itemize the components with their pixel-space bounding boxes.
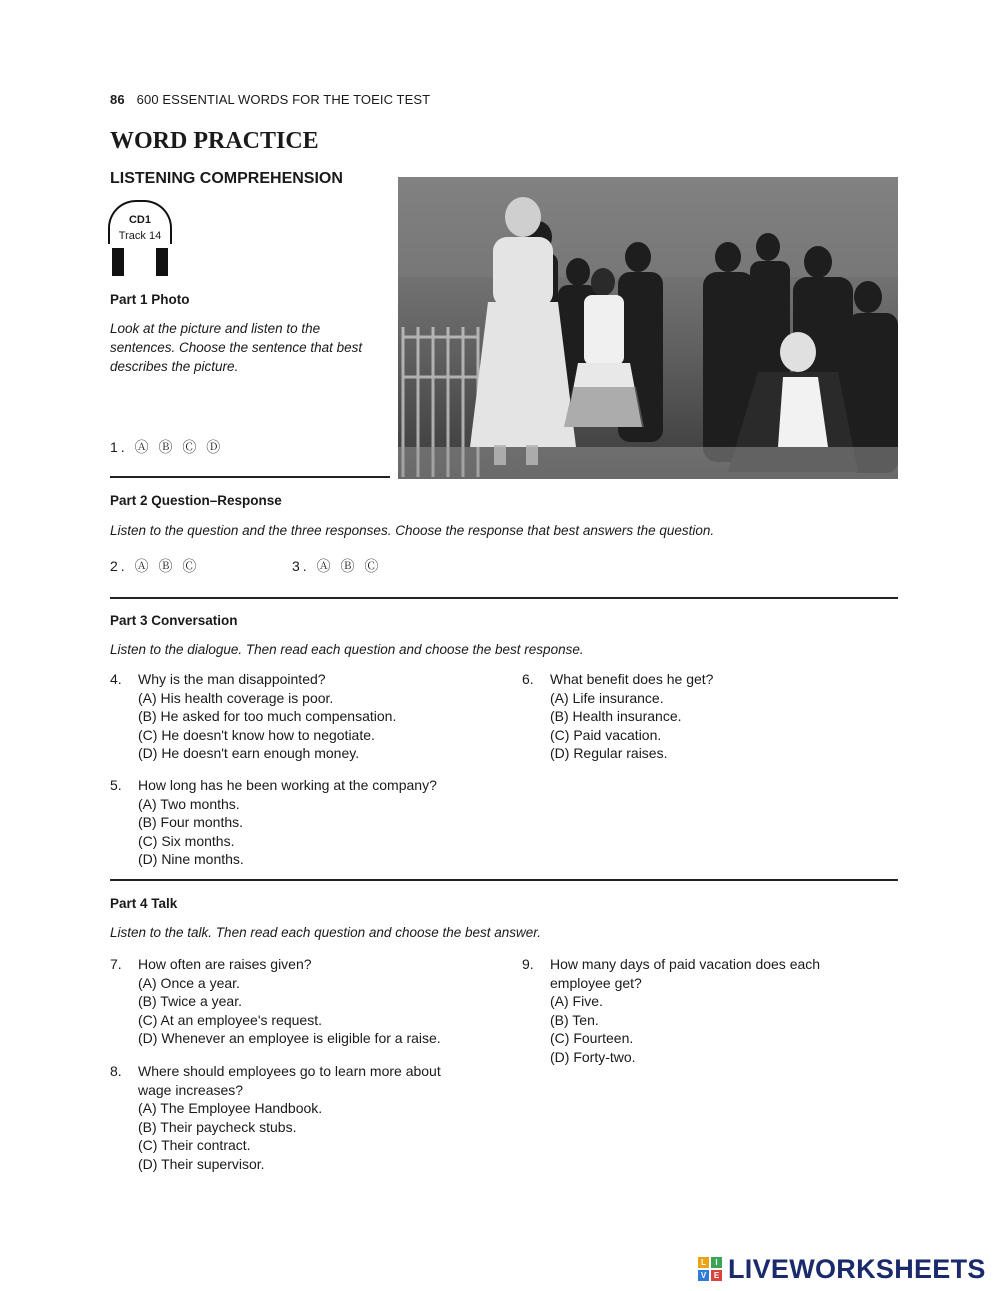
part3-instructions: Listen to the dialogue. Then read each question and choose the best response. <box>110 642 584 657</box>
option-a[interactable]: (A) Once a year. <box>138 974 240 991</box>
cd-label: CD1 <box>128 214 151 226</box>
question-number: 4. <box>110 671 122 687</box>
headphones-icon <box>108 200 176 280</box>
page-title: WORD PRACTICE <box>110 128 319 154</box>
option-b[interactable]: (B) Four months. <box>138 814 244 830</box>
question-number: 9. <box>522 956 534 972</box>
part2-instructions: Listen to the question and the three responses. Choose the response that best answers the question. <box>110 523 715 538</box>
option-c[interactable]: (C) Paid vacation. <box>550 726 662 743</box>
question-8 <box>110 1062 510 1173</box>
question-number: 8. <box>110 1063 122 1079</box>
question-6 <box>522 670 892 763</box>
option-b[interactable]: (B) He asked for too much compensation. <box>138 708 397 724</box>
option-d[interactable]: (D) He doesn't earn enough money. <box>138 745 360 761</box>
question-text: How many days of paid vacation does each <box>550 956 821 972</box>
option-b[interactable]: (B) Twice a year. <box>138 993 243 1009</box>
option-d[interactable]: (D) Whenever an employee is eligible for a raise. <box>138 1030 441 1046</box>
option-c[interactable]: (C) He doesn't know how to negotiate. <box>138 726 375 743</box>
book-title: 600 ESSENTIAL WORDS FOR THE TOEIC TEST <box>136 92 431 107</box>
question-text: What benefit does he get? <box>550 671 714 687</box>
photo-illustration <box>398 177 898 479</box>
option-c[interactable]: (C) Their contract. <box>138 1137 251 1153</box>
running-header <box>110 92 430 107</box>
divider <box>110 476 390 478</box>
option-a[interactable]: (A) Life insurance. <box>550 689 664 706</box>
question-number: 7. <box>110 956 122 972</box>
question-9 <box>522 955 892 1066</box>
option-a[interactable]: (A) Five. <box>550 993 603 1009</box>
page-number: 86 <box>110 92 125 107</box>
logo-text: LIVEWORKSHEETS <box>728 1253 986 1284</box>
part4-label: Part 4 Talk <box>110 896 178 911</box>
question-5 <box>110 776 500 869</box>
part3-label: Part 3 Conversation <box>110 613 238 628</box>
question-4 <box>110 670 500 763</box>
option-d[interactable]: (D) Regular raises. <box>550 745 668 761</box>
liveworksheets-logo[interactable] <box>698 1254 986 1284</box>
question-text-cont: wage increases? <box>138 1081 244 1098</box>
question-number: 6. <box>522 671 534 687</box>
option-d[interactable]: (D) Nine months. <box>138 851 244 867</box>
option-a[interactable]: (A) His health coverage is poor. <box>138 689 334 706</box>
part4-instructions: Listen to the talk. Then read each question and choose the best answer. <box>110 925 542 940</box>
track-label: Track 14 <box>118 230 162 242</box>
logo-tiles-icon: L I V E <box>698 1257 722 1281</box>
option-a[interactable]: (A) Two months. <box>138 795 240 812</box>
question-text-cont: employee get? <box>550 974 642 991</box>
event-photo <box>398 177 898 479</box>
section-subtitle: LISTENING COMPREHENSION <box>110 170 343 187</box>
answer-bubbles-2[interactable]: 2. Ⓐ Ⓑ Ⓒ <box>110 558 200 574</box>
question-text: Where should employees go to learn more about <box>138 1063 441 1079</box>
option-c[interactable]: (C) Six months. <box>138 832 235 849</box>
option-c[interactable]: (C) At an employee's request. <box>138 1011 322 1028</box>
option-b[interactable]: (B) Health insurance. <box>550 708 682 724</box>
answer-bubbles-3[interactable]: 3. Ⓐ Ⓑ Ⓒ <box>292 558 382 574</box>
option-c[interactable]: (C) Fourteen. <box>550 1030 634 1046</box>
option-d[interactable]: (D) Forty-two. <box>550 1048 636 1065</box>
divider <box>110 597 898 599</box>
question-number: 5. <box>110 777 122 793</box>
option-a[interactable]: (A) The Employee Handbook. <box>138 1100 323 1116</box>
question-7 <box>110 955 510 1048</box>
question-text: How long has he been working at the company? <box>138 777 437 793</box>
question-text: Why is the man disappointed? <box>138 671 326 687</box>
part1-label: Part 1 Photo <box>110 292 190 307</box>
question-text: How often are raises given? <box>138 956 312 972</box>
divider <box>110 879 898 881</box>
option-b[interactable]: (B) Their paycheck stubs. <box>138 1118 297 1135</box>
part1-instructions: Look at the picture and listen to the sentences. Choose the sentence that best describes the picture. <box>110 321 363 374</box>
option-d[interactable]: (D) Their supervisor. <box>138 1155 265 1172</box>
option-b[interactable]: (B) Ten. <box>550 1011 599 1028</box>
part2-label: Part 2 Question–Response <box>110 493 282 508</box>
answer-bubbles-1[interactable]: 1. Ⓐ Ⓑ Ⓒ Ⓓ <box>110 439 224 455</box>
